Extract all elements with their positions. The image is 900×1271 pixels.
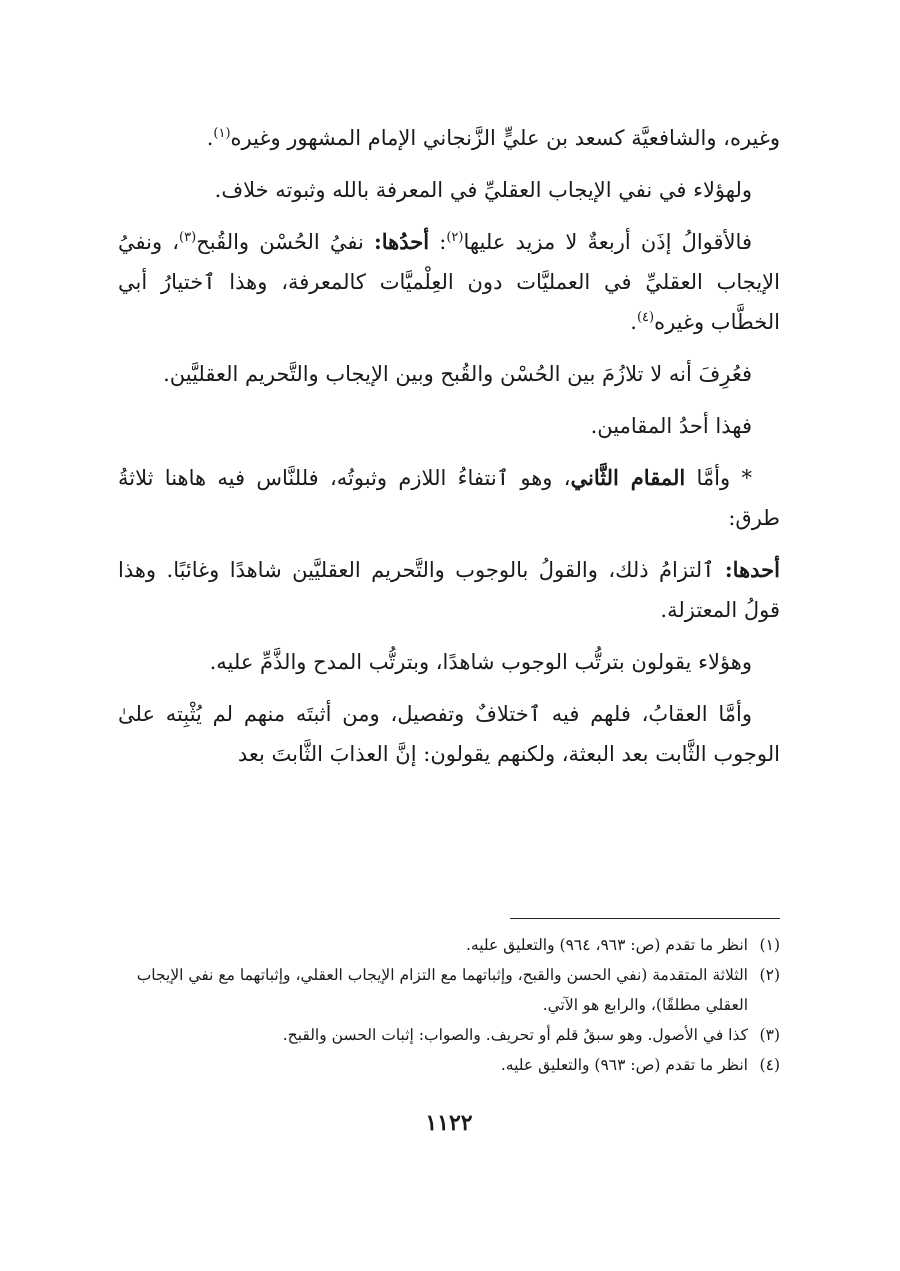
paragraph-7 [118, 550, 780, 630]
page-number: ١١٢٢ [425, 1110, 473, 1136]
paragraph-3-part3: نفيُ الحُسْن والقُبح [196, 230, 374, 254]
paragraph-2-text: ولهؤلاء في نفي الإيجاب العقليِّ في المعرفة بالله وثبوته خلاف. [214, 178, 752, 202]
footnote-3 [118, 1020, 780, 1050]
paragraph-6-bold-heading: المقام الثَّاني [570, 465, 686, 490]
main-text [118, 118, 780, 774]
footnote-4-text: انظر ما تقدم (ص: ٩٦٣) والتعليق عليه. [500, 1056, 748, 1074]
footnote-3-text: كذا في الأصول. وهو سبقُ قلم أو تحريف. والصواب: إثبات الحسن والقبح. [282, 1026, 748, 1044]
footnote-2 [118, 960, 780, 1020]
paragraph-5-text: فهذا أحدُ المقامين. [590, 414, 752, 438]
paragraph-1-end: . [206, 126, 214, 150]
paragraph-3-part1: فالأقوالُ إذَن أربعةٌ لا مزيد عليها [463, 230, 752, 254]
paragraph-3-bold-heading: أحدُها: [374, 229, 430, 254]
paragraph-5 [118, 406, 780, 446]
paragraph-9 [118, 694, 780, 774]
paragraph-3 [118, 222, 780, 342]
footnotes [118, 930, 780, 1080]
footnote-ref-1[interactable]: (١) [213, 126, 231, 141]
paragraph-2 [118, 170, 780, 210]
paragraph-6 [118, 458, 780, 538]
footnote-1-text: انظر ما تقدم (ص: ٩٦٣، ٩٦٤) والتعليق عليه. [465, 936, 748, 954]
paragraph-1-text: وغيره، والشافعيَّة كسعد بن عليٍّ الزَّنجاني الإمام المشهور وغيره [230, 126, 780, 150]
paragraph-8 [118, 642, 780, 682]
paragraph-7-part1: ٱلتزامُ ذلك، والقولُ بالوجوب والتَّحريم العقليَّين شاهدًا وغائبًا. وهذا قولُ المعتزلة. [118, 558, 780, 622]
footnote-1-number: (١) [759, 936, 780, 954]
paragraph-1 [118, 118, 780, 158]
footnote-1 [118, 930, 780, 960]
footnote-4 [118, 1050, 780, 1080]
book-page [118, 118, 780, 1158]
footnote-divider [510, 918, 780, 919]
paragraph-6-part1: وأمَّا [685, 466, 731, 490]
footnote-ref-4[interactable]: (٤) [636, 310, 655, 325]
paragraph-6-star: * [730, 466, 752, 490]
footnote-ref-2[interactable]: (٢) [446, 230, 464, 245]
paragraph-7-bold-heading: أحدها: [724, 557, 780, 582]
paragraph-4-text: فعُرِفَ أنه لا تلازُمَ بين الحُسْن والقُبح وبين الإيجاب والتَّحريم العقليَّين. [163, 362, 752, 386]
paragraph-4 [118, 354, 780, 394]
paragraph-9-text: وأمَّا العقابُ، فلهم فيه ٱختلافٌ وتفصيل، ومن أثبتَه منهم لم يُثْبِته علىٰ الوجوب الثَّابت بعد البعثة، ولكنهم يقولون: إنَّ العذابَ الثَّابتَ بعد [118, 702, 780, 766]
paragraph-3-part4: ، ونفيُ الإيجاب العقليِّ في العمليَّات دون العِلْميَّات كالمعرفة، وهذا ٱختيارُ أبي الخطَّاب وغيره [118, 230, 780, 334]
paragraph-3-end: . [630, 310, 637, 334]
footnote-2-text: الثلاثة المتقدمة (نفي الحسن والقبح، وإثباتهما مع التزام الإيجاب العقلي، وإثباتهما مع نفي الإيجاب العقلي مطلقًا)، والرابع هو الآتي. [136, 966, 748, 1014]
footnote-ref-3[interactable]: (٣) [179, 230, 197, 245]
paragraph-8-text: وهؤلاء يقولون بترتُّب الوجوب شاهدًا، وبترتُّب المدح والذَّمِّ عليه. [209, 650, 752, 674]
footnote-4-number: (٤) [759, 1056, 780, 1074]
footnote-2-number: (٢) [759, 966, 780, 984]
paragraph-6-part2: ، وهو ٱنتفاءُ اللازم وثبوتُه، فللنَّاس فيه هاهنا ثلاثةُ طرق: [118, 466, 780, 530]
footnote-3-number: (٣) [759, 1026, 780, 1044]
paragraph-3-part2: : [429, 230, 447, 254]
